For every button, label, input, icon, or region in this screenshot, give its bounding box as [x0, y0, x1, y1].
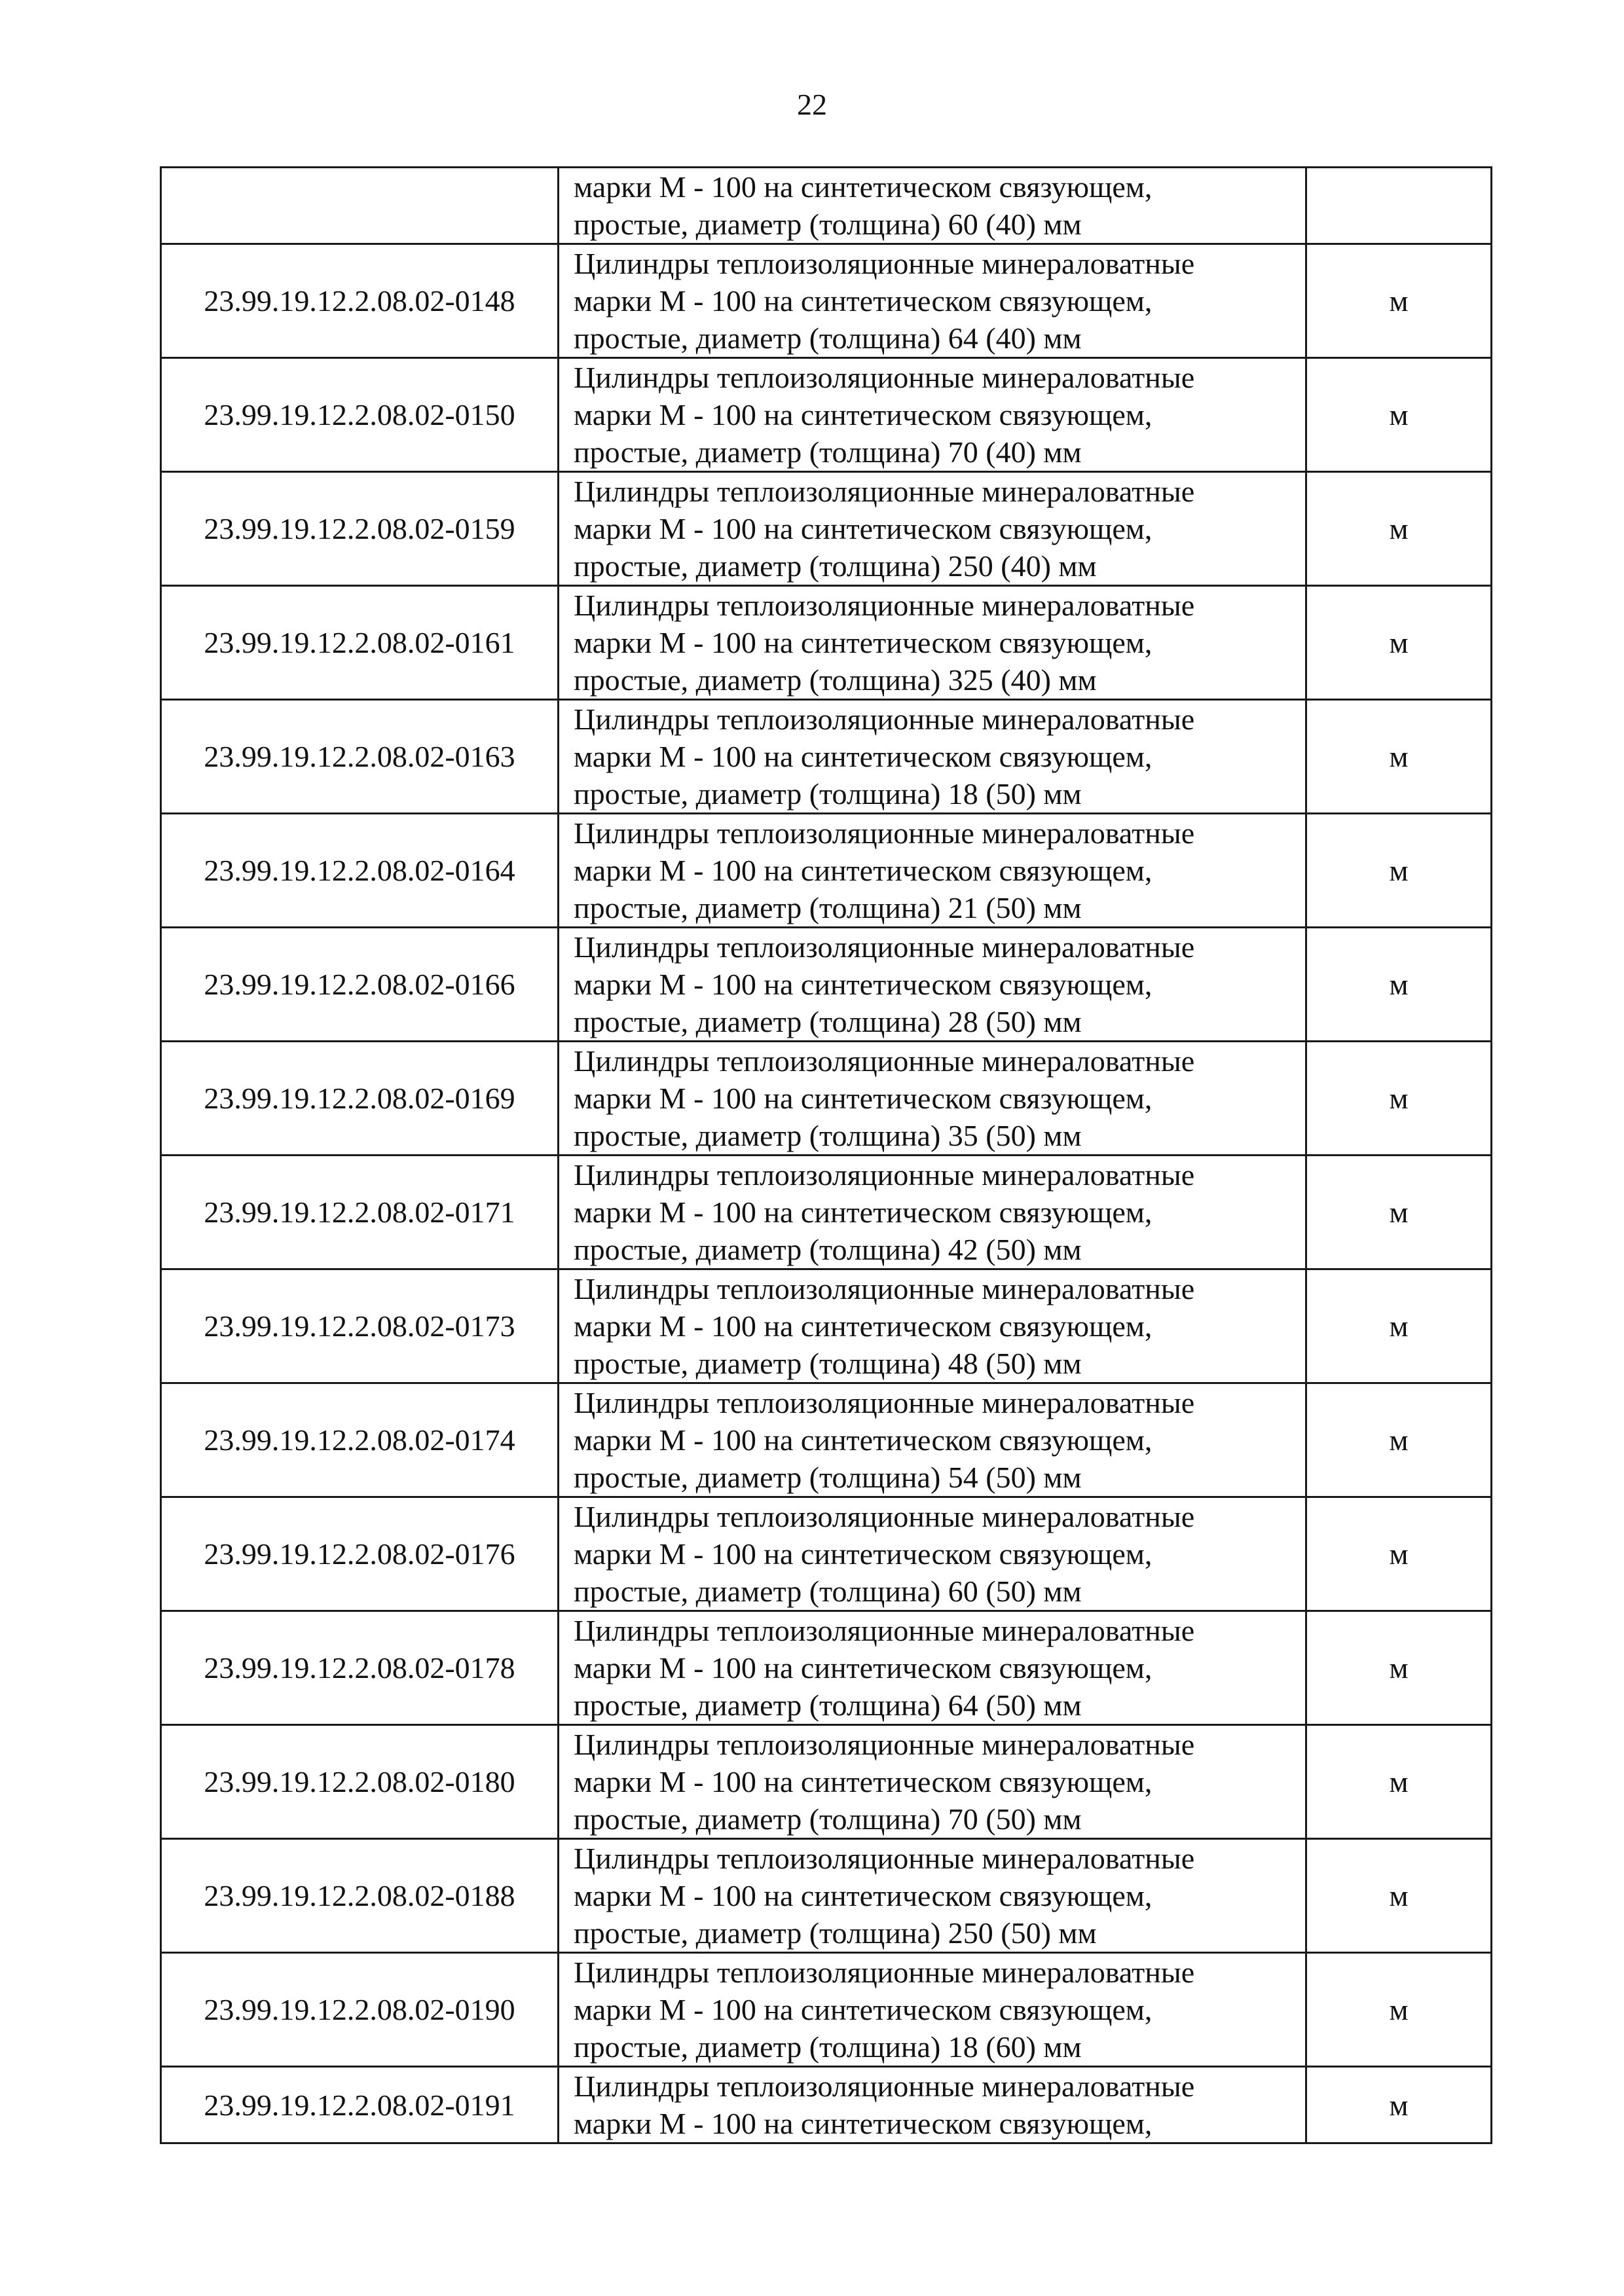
unit-cell: м [1306, 1611, 1492, 1725]
resource-name-cell: Цилиндры теплоизоляционные минераловатные марки М - 100 на синтетическом связующем, [559, 2067, 1306, 2143]
resource-code-cell: 23.99.19.12.2.08.02-0169 [161, 1042, 559, 1156]
table-row [161, 814, 1492, 928]
unit-cell: м [1306, 244, 1492, 358]
unit-cell: м [1306, 1839, 1492, 1953]
unit-cell: м [1306, 1156, 1492, 1269]
resource-name-cell: Цилиндры теплоизоляционные минераловатные марки М - 100 на синтетическом связующем, простые, диаметр (толщина) 250 (50) мм [559, 1839, 1306, 1953]
resource-name-cell: Цилиндры теплоизоляционные минераловатные марки М - 100 на синтетическом связующем, простые, диаметр (толщина) 325 (40) мм [559, 586, 1306, 700]
unit-cell: м [1306, 1497, 1492, 1611]
resource-code-cell: 23.99.19.12.2.08.02-0161 [161, 586, 559, 700]
unit-cell: м [1306, 1269, 1492, 1383]
resource-code-cell: 23.99.19.12.2.08.02-0190 [161, 1953, 559, 2067]
resource-code-cell: 23.99.19.12.2.08.02-0150 [161, 358, 559, 472]
resource-name-cell: Цилиндры теплоизоляционные минераловатные марки М - 100 на синтетическом связующем, простые, диаметр (толщина) 21 (50) мм [559, 814, 1306, 928]
resource-name-cell: Цилиндры теплоизоляционные минераловатные марки М - 100 на синтетическом связующем, простые, диаметр (толщина) 64 (50) мм [559, 1611, 1306, 1725]
unit-cell [1306, 168, 1492, 244]
table-row [161, 1383, 1492, 1497]
resource-name-cell: Цилиндры теплоизоляционные минераловатные марки М - 100 на синтетическом связующем, простые, диаметр (толщина) 70 (50) мм [559, 1725, 1306, 1839]
table-row [161, 472, 1492, 586]
unit-cell: м [1306, 586, 1492, 700]
resource-code-cell: 23.99.19.12.2.08.02-0163 [161, 700, 559, 814]
table-row [161, 1042, 1492, 1156]
resource-name-cell: Цилиндры теплоизоляционные минераловатные марки М - 100 на синтетическом связующем, простые, диаметр (толщина) 54 (50) мм [559, 1383, 1306, 1497]
table-row [161, 1497, 1492, 1611]
unit-cell: м [1306, 1042, 1492, 1156]
unit-cell: м [1306, 1725, 1492, 1839]
unit-cell: м [1306, 1383, 1492, 1497]
table-row [161, 1156, 1492, 1269]
resource-code-cell: 23.99.19.12.2.08.02-0191 [161, 2067, 559, 2143]
unit-cell: м [1306, 700, 1492, 814]
resource-code-cell: 23.99.19.12.2.08.02-0166 [161, 928, 559, 1042]
resource-code-cell: 23.99.19.12.2.08.02-0174 [161, 1383, 559, 1497]
table-row [161, 1953, 1492, 2067]
resource-code-cell: 23.99.19.12.2.08.02-0180 [161, 1725, 559, 1839]
resource-code-cell: 23.99.19.12.2.08.02-0178 [161, 1611, 559, 1725]
table-row [161, 928, 1492, 1042]
resource-name-cell: Цилиндры теплоизоляционные минераловатные марки М - 100 на синтетическом связующем, простые, диаметр (толщина) 70 (40) мм [559, 358, 1306, 472]
resource-code-cell: 23.99.19.12.2.08.02-0159 [161, 472, 559, 586]
resource-code-cell: 23.99.19.12.2.08.02-0164 [161, 814, 559, 928]
table-row [161, 1839, 1492, 1953]
resource-name-cell: Цилиндры теплоизоляционные минераловатные марки М - 100 на синтетическом связующем, простые, диаметр (толщина) 250 (40) мм [559, 472, 1306, 586]
unit-cell: м [1306, 472, 1492, 586]
table-row [161, 168, 1492, 244]
resource-name-cell: Цилиндры теплоизоляционные минераловатные марки М - 100 на синтетическом связующем, простые, диаметр (толщина) 28 (50) мм [559, 928, 1306, 1042]
table-row [161, 2067, 1492, 2143]
resource-name-cell: Цилиндры теплоизоляционные минераловатные марки М - 100 на синтетическом связующем, простые, диаметр (толщина) 35 (50) мм [559, 1042, 1306, 1156]
table-row [161, 1725, 1492, 1839]
table-row [161, 586, 1492, 700]
resource-code-cell: 23.99.19.12.2.08.02-0148 [161, 244, 559, 358]
table-row [161, 700, 1492, 814]
table-row [161, 1611, 1492, 1725]
resource-code-cell: 23.99.19.12.2.08.02-0176 [161, 1497, 559, 1611]
unit-cell: м [1306, 1953, 1492, 2067]
resource-name-cell: марки М - 100 на синтетическом связующем, простые, диаметр (толщина) 60 (40) мм [559, 168, 1306, 244]
table-row [161, 244, 1492, 358]
resource-name-cell: Цилиндры теплоизоляционные минераловатные марки М - 100 на синтетическом связующем, простые, диаметр (толщина) 60 (50) мм [559, 1497, 1306, 1611]
unit-cell: м [1306, 358, 1492, 472]
table-row [161, 358, 1492, 472]
resource-name-cell: Цилиндры теплоизоляционные минераловатные марки М - 100 на синтетическом связующем, простые, диаметр (толщина) 42 (50) мм [559, 1156, 1306, 1269]
resource-code-cell: 23.99.19.12.2.08.02-0171 [161, 1156, 559, 1269]
unit-cell: м [1306, 814, 1492, 928]
resource-code-cell: 23.99.19.12.2.08.02-0188 [161, 1839, 559, 1953]
resource-code-cell [161, 168, 559, 244]
resource-table [160, 166, 1492, 2144]
unit-cell: м [1306, 928, 1492, 1042]
unit-cell: м [1306, 2067, 1492, 2143]
resource-code-cell: 23.99.19.12.2.08.02-0173 [161, 1269, 559, 1383]
table-row [161, 1269, 1492, 1383]
resource-name-cell: Цилиндры теплоизоляционные минераловатные марки М - 100 на синтетическом связующем, простые, диаметр (толщина) 64 (40) мм [559, 244, 1306, 358]
resource-name-cell: Цилиндры теплоизоляционные минераловатные марки М - 100 на синтетическом связующем, простые, диаметр (толщина) 48 (50) мм [559, 1269, 1306, 1383]
page-number: 22 [797, 88, 827, 121]
resource-name-cell: Цилиндры теплоизоляционные минераловатные марки М - 100 на синтетическом связующем, простые, диаметр (толщина) 18 (50) мм [559, 700, 1306, 814]
resource-name-cell: Цилиндры теплоизоляционные минераловатные марки М - 100 на синтетическом связующем, простые, диаметр (толщина) 18 (60) мм [559, 1953, 1306, 2067]
